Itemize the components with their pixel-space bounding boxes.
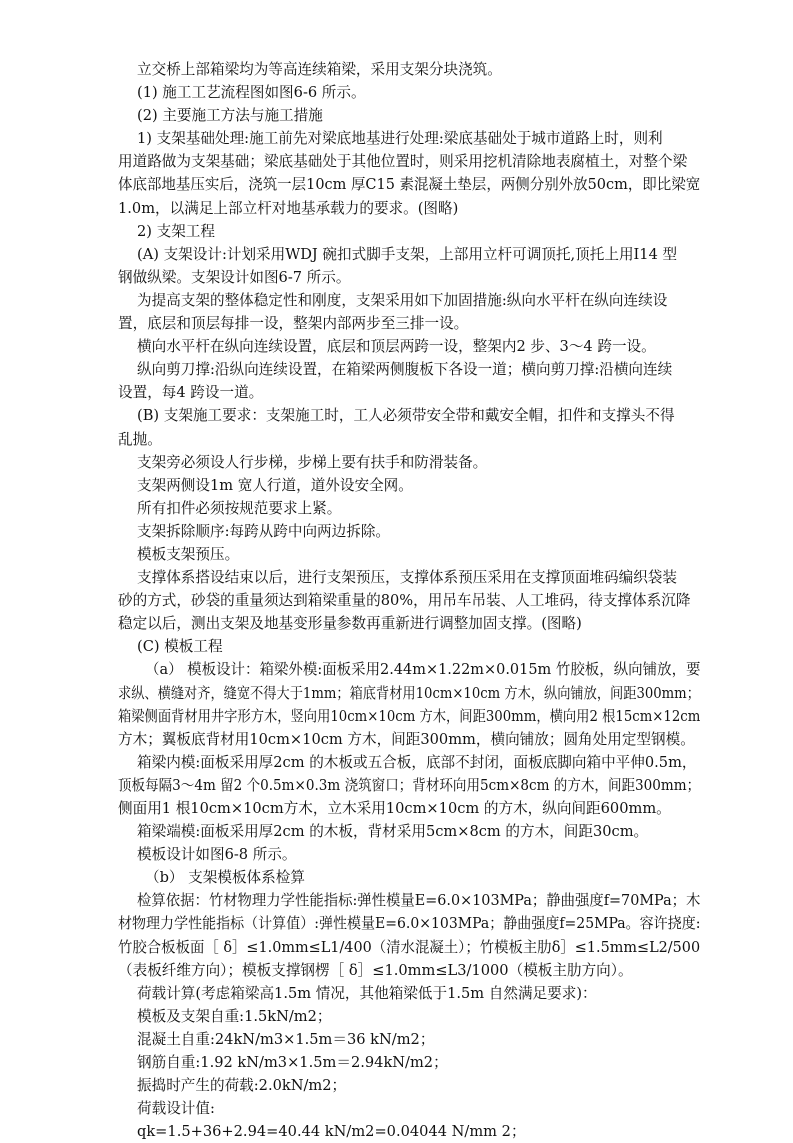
- section-heading: 2) 支架工程: [137, 222, 215, 240]
- text-line: [0, 173, 793, 196]
- text-line: [0, 566, 793, 589]
- text-line: [0, 728, 793, 751]
- text-line: [0, 1120, 793, 1143]
- text-line: [0, 589, 793, 612]
- text-line: [0, 543, 793, 566]
- paragraph-text: 振捣时产生的荷载:2.0kN/m2；: [137, 1077, 347, 1095]
- formula-text: qk=1.5+36+2.94=40.44 kN/m2=0.04044 N/mm 2；: [137, 1123, 526, 1141]
- text-line: [0, 127, 793, 150]
- paragraph-text: 纵向剪刀撑:沿纵向连续设置，在箱梁两侧腹板下各设一道；横向剪刀撑:沿横向连续: [137, 361, 673, 379]
- text-line: [0, 843, 793, 866]
- paragraph-text: 1) 支架基础处理:施工前先对梁底地基进行处理:梁底基础处于城市道路上时，则利: [137, 130, 663, 148]
- paragraph-text: 侧面用1 根10cm×10cm方木，立木采用10cm×10cm 的方木，纵向间距600mm。: [118, 800, 671, 817]
- paragraph-text: 竹胶合板板面［ δ］≤1.0mm≤L1/400（清水混凝土）；竹模板主肋δ］≤1.5mm≤L2/500: [118, 938, 701, 956]
- paragraph-text: 方木；翼板底背材用10cm×10cm 方木，间距300mm，横向铺放；圆角处用定型钢模。: [118, 730, 695, 748]
- text-line: [0, 1028, 793, 1051]
- text-line: [0, 312, 793, 335]
- paragraph-text: 稳定以后，测出支架及地基变形量参数再重新进行调整加固支撑。(图略): [118, 615, 582, 633]
- paragraph-text: 乱抛。: [118, 430, 162, 448]
- paragraph-text: (1) 施工工艺流程图如图6-6 所示。: [137, 84, 366, 102]
- paragraph-text: （表板纤维方向）；模板支撑钢楞［ δ］≤1.0mm≤L3/1000（模板主肋方向）。: [118, 961, 633, 979]
- paragraph-text: 箱梁端模:面板采用厚2cm 的木板，背材采用5cm×8cm 的方木，间距30cm。: [137, 823, 649, 841]
- text-line: [0, 797, 793, 820]
- section-heading: (2) 主要施工方法与施工措施: [137, 107, 323, 125]
- document-body: [0, 58, 793, 1143]
- text-line: [0, 751, 793, 774]
- text-line: [0, 220, 793, 243]
- text-line: [0, 774, 793, 797]
- paragraph-text: 为提高支架的整体稳定性和刚度，支架采用如下加固措施:纵向水平杆在纵向连续设: [137, 291, 668, 309]
- paragraph-text: 立交桥上部箱梁均为等高连续箱梁，采用支架分块浇筑。: [137, 61, 502, 78]
- paragraph-text: 支架两侧设1m 宽人行道，道外设安全网。: [137, 476, 413, 494]
- text-line: [0, 866, 793, 889]
- text-line: [0, 58, 793, 81]
- paragraph-text: 支撑体系搭设结束以后，进行支架预压，支撑体系预压采用在支撑顶面堆码编织袋装: [137, 569, 677, 587]
- paragraph-text: （a） 模板设计：箱梁外模:面板采用2.44m×1.22m×0.015m 竹胶板，纵向铺放，要: [145, 661, 701, 679]
- paragraph-text: 材物理力学性能指标（计算值）:弹性模量E=6.0×103MPa；静曲强度f=25MPa。容许挠度:: [118, 915, 701, 933]
- paragraph-text: 箱梁内模:面板采用厚2cm 的木板或五合板，底部不封闭，面板底脚向箱中平伸0.5m，: [137, 753, 697, 771]
- text-line: [0, 243, 793, 266]
- paragraph-text: 砂的方式，砂袋的重量须达到箱梁重量的80%，用吊车吊装、人工堆码，待支撑体系沉降: [118, 592, 691, 610]
- paragraph-text: 箱梁侧面背材用井字形方木，竖向用10cm×10cm 方木，间距300mm，横向用2 根15cm×12cm: [118, 707, 701, 725]
- text-line: [0, 682, 793, 705]
- paragraph-text: 混凝土自重:24kN/m3×1.5m＝36 kN/m2；: [137, 1030, 435, 1048]
- paragraph-text: (B) 支架施工要求：支架施工时，工人必须带安全带和戴安全帽，扣件和支撑头不得: [137, 407, 675, 425]
- paragraph-text: 横向水平杆在纵向连续设置，底层和顶层两跨一设，整架内2 步、3～4 跨一设。: [137, 338, 656, 356]
- text-line: [0, 1051, 793, 1074]
- paragraph-text: 钢筋自重:1.92 kN/m3×1.5m＝2.94kN/m2；: [137, 1054, 448, 1072]
- paragraph-text: 设置，每4 跨设一道。: [118, 384, 264, 402]
- text-line: [0, 289, 793, 312]
- text-line: [0, 1005, 793, 1028]
- text-line: [0, 81, 793, 104]
- text-line: [0, 1074, 793, 1097]
- text-line: [0, 358, 793, 381]
- paragraph-text: 顶板每隔3～4m 留2 个0.5m×0.3m 浇筑窗口；背材环向用5cm×8cm 的方木，间距300mm；: [118, 776, 701, 794]
- text-line: [0, 497, 793, 520]
- section-heading: (C) 模板工程: [137, 638, 223, 656]
- paragraph-text: 支架旁必须设人行步梯，步梯上要有扶手和防滑装备。: [137, 453, 488, 471]
- text-line: [0, 635, 793, 658]
- text-line: [0, 959, 793, 982]
- text-line: [0, 705, 793, 728]
- text-line: [0, 451, 793, 474]
- paragraph-text: 荷载计算(考虑箱梁高1.5m 情况，其他箱梁低于1.5m 自然满足要求)：: [137, 984, 597, 1002]
- section-heading: （b） 支架模板体系检算: [145, 869, 305, 887]
- paragraph-text: 置，底层和顶层每排一设，整架内部两步至三排一设。: [118, 315, 469, 333]
- text-line: [0, 404, 793, 427]
- text-line: [0, 520, 793, 543]
- paragraph-text: 所有扣件必须按规范要求上紧。: [137, 499, 342, 517]
- text-line: [0, 335, 793, 358]
- text-line: [0, 658, 793, 681]
- text-line: [0, 912, 793, 935]
- paragraph-text: 模板支架预压。: [137, 545, 240, 563]
- text-line: [0, 197, 793, 220]
- text-line: [0, 474, 793, 497]
- text-line: [0, 612, 793, 635]
- text-line: [0, 820, 793, 843]
- paragraph-text: 求纵、横缝对齐，缝宽不得大于1mm；箱底背材用10cm×10cm 方木，纵向铺放，间距300mm；: [118, 684, 700, 702]
- paragraph-text: 支架拆除顺序:每跨从跨中向两边拆除。: [137, 522, 391, 540]
- paragraph-text: 检算依据：竹材物理力学性能指标:弹性模量E=6.0×103MPa；静曲强度f=70MPa；木: [137, 892, 701, 910]
- paragraph-text: 体底部地基压实后，浇筑一层10cm 厚C15 素混凝土垫层，两侧分别外放50cm，即比梁宽: [118, 176, 701, 194]
- text-line: [0, 889, 793, 912]
- text-line: [0, 266, 793, 289]
- text-line: [0, 104, 793, 127]
- text-line: [0, 936, 793, 959]
- text-line: [0, 150, 793, 173]
- paragraph-text: 钢做纵梁。支架设计如图6-7 所示。: [118, 268, 351, 286]
- paragraph-text: 1.0m，以满足上部立杆对地基承载力的要求。(图略): [118, 199, 459, 217]
- text-line: [0, 428, 793, 451]
- paragraph-text: (A) 支架设计:计划采用WDJ 碗扣式脚手支架，上部用立杆可调顶托,顶托上用I14 型: [137, 245, 678, 263]
- paragraph-text: 荷载设计值:: [137, 1100, 215, 1118]
- paragraph-text: 模板设计如图6-8 所示。: [137, 846, 297, 864]
- text-line: [0, 381, 793, 404]
- text-line: [0, 1097, 793, 1120]
- text-line: [0, 982, 793, 1005]
- paragraph-text: 用道路做为支架基础；梁底基础处于其他位置时，则采用挖机清除地表腐植土，对整个梁: [118, 153, 688, 171]
- paragraph-text: 模板及支架自重:1.5kN/m2；: [137, 1007, 332, 1025]
